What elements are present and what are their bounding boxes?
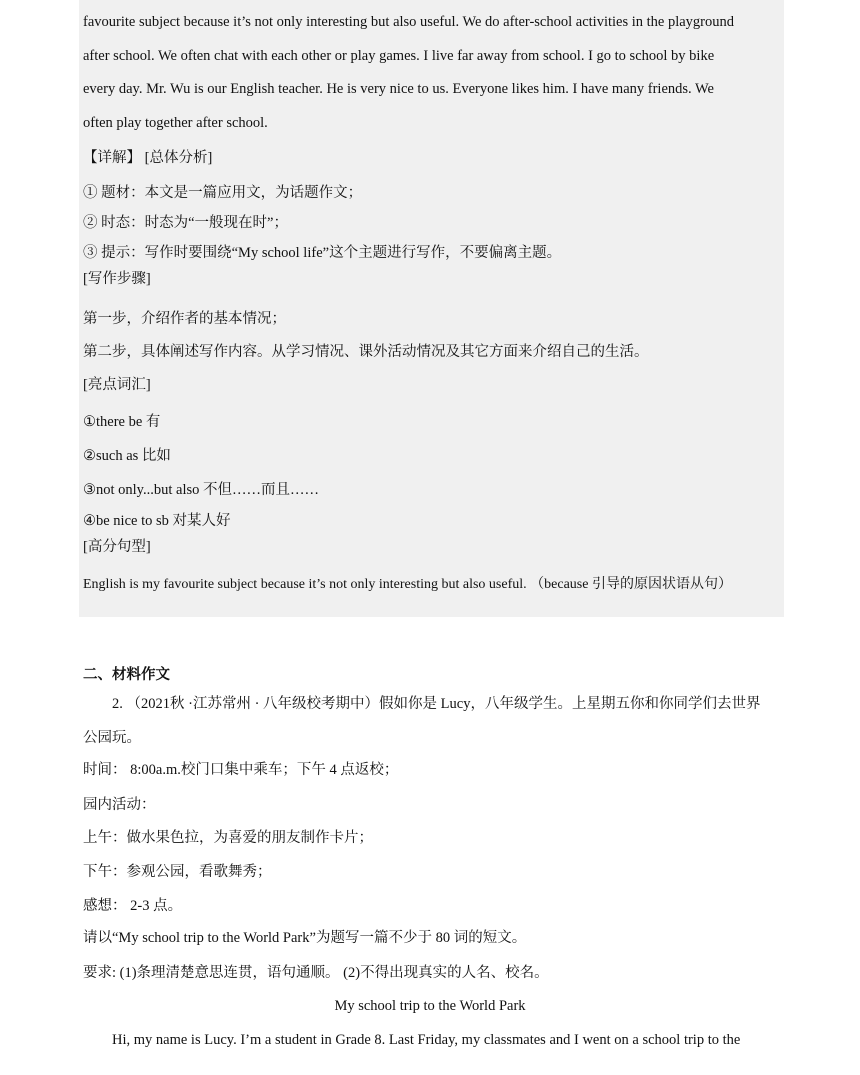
feelings-info: 感想： 2-3 点。	[83, 898, 183, 914]
analysis-point: ② 时态：时态为“一般现在时”；	[83, 215, 288, 231]
morning-activity: 上午：做水果色拉，为喜爱的朋友制作卡片；	[83, 830, 373, 846]
step-item: 第二步，具体阐述写作内容。从学习情况、课外活动情况及其它方面来介绍自己的生活。	[83, 344, 649, 360]
requirements: 要求: (1)条理清楚意思连贯，语句通顺。 (2)不得出现真实的人名、校名。	[83, 965, 549, 981]
vocab-item: ③not only...but also 不但……而且……	[83, 482, 319, 498]
vocab-item: ②such as 比如	[83, 448, 171, 464]
vocab-item: ①there be 有	[83, 414, 161, 430]
essay-line: favourite subject because it’s not only interesting but also useful. We do after-school activities in the playground	[83, 14, 735, 30]
sentence-heading: [高分句型]	[83, 539, 151, 555]
time-info: 时间： 8:00a.m.校门口集中乘车；下午 4 点返校；	[83, 762, 399, 778]
detail-heading: 【详解】 [总体分析]	[83, 150, 213, 166]
steps-heading: [写作步骤]	[83, 271, 151, 287]
activities-label: 园内活动：	[83, 797, 156, 813]
analysis-point: ③ 提示：写作时要围绕“My school life”这个主题进行写作，不要偏离主题。	[83, 245, 562, 261]
analysis-point: ① 题材：本文是一篇应用文，为话题作文；	[83, 185, 363, 201]
essay-line: often play together after school.	[83, 115, 268, 131]
essay-line: every day. Mr. Wu is our English teacher. He is very nice to us. Everyone likes him. I have many friends. We	[83, 81, 714, 97]
step-item: 第一步，介绍作者的基本情况；	[83, 311, 286, 327]
essay-line: after school. We often chat with each other or play games. I live far away from school. I go to school by bike	[83, 48, 715, 64]
vocab-heading: [亮点词汇]	[83, 377, 151, 393]
high-score-sentence: English is my favourite subject because it’s not only interesting but also useful. （because 引导的原因状语从句）	[83, 577, 732, 592]
essay-title: My school trip to the World Park	[334, 998, 526, 1014]
writing-task: 请以“My school trip to the World Park”为题写一篇不少于 80 词的短文。	[83, 930, 527, 946]
question-text: 2. （2021秋 ·江苏常州 · 八年级校考期中）假如你是 Lucy，八年级学生。上星期五你和你同学们去世界	[112, 696, 761, 712]
essay-start: Hi, my name is Lucy. I’m a student in Grade 8. Last Friday, my classmates and I went on a school trip to the	[112, 1032, 741, 1048]
afternoon-activity: 下午：参观公园，看歌舞秀；	[83, 864, 272, 880]
question-text: 公园玩。	[83, 730, 141, 746]
section-heading: 二、材料作文	[83, 667, 170, 683]
vocab-item: ④be nice to sb 对某人好	[83, 513, 231, 529]
